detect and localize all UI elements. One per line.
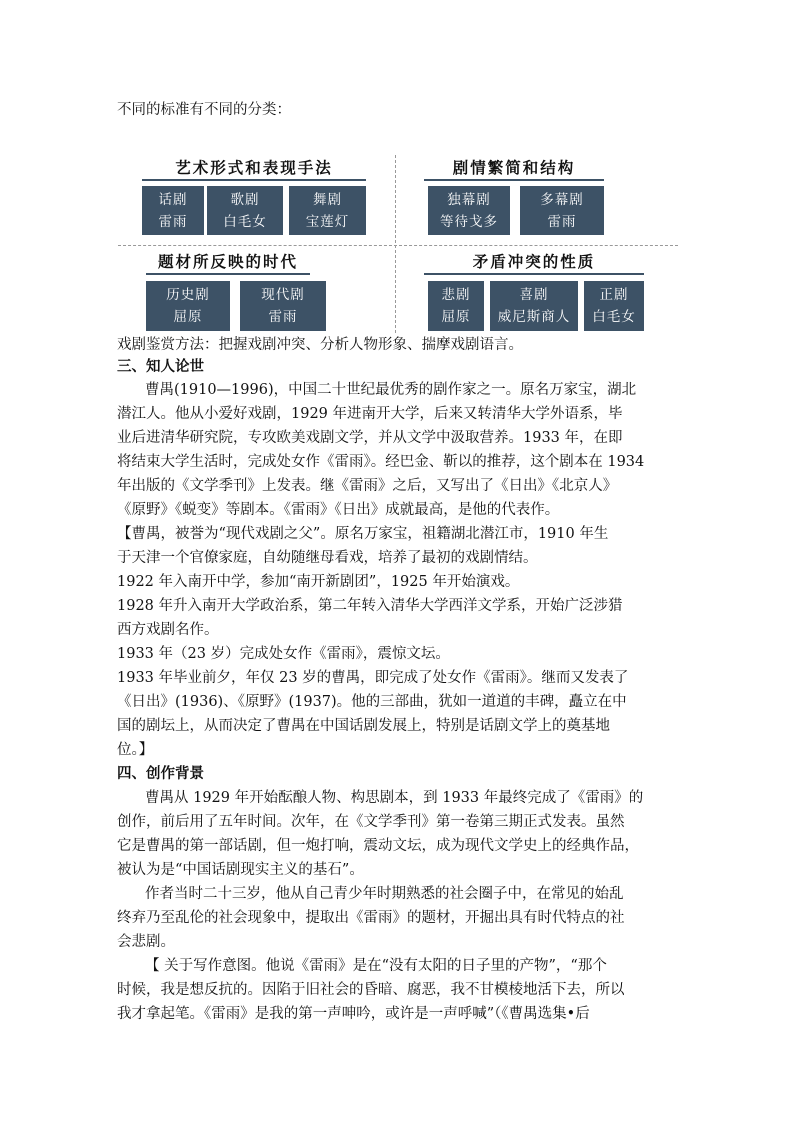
paragraph-line: 被认为是“中国话剧现实主义的基石”。 [117,862,364,878]
paragraph-line: 1928 年升入南开大学政治系，第二年转入清华大学西洋文学系，开始广泛涉猎 [117,598,623,614]
q2-box-1 [428,186,510,235]
q4-box-2-type: 喜剧 [519,287,549,303]
paragraph-line: 【曹禺，被誉为“现代戏剧之父”。原名万家宝，祖籍湖北潜江市，1910 年生 [117,526,609,542]
paragraph-line: 终弃乃至乱伦的社会现象中，提取出《雷雨》的题材，开掘出具有时代特点的社 [117,910,625,926]
q1-box-2-example: 白毛女 [223,214,267,230]
q1-box-2-type: 歌剧 [230,192,260,208]
paragraph-line: 它是曹禺的第一部话剧，但一炮打响，震动文坛，成为现代文学史上的经典作品， [117,838,639,854]
paragraph-line: 《日出》(1936)、《原野》(1937)。他的三部曲，犹如一道道的丰碑，矗立在中 [117,694,627,710]
q2-box-2-example: 雷雨 [547,214,577,230]
q1-box-3-example: 宝莲灯 [305,214,350,230]
paragraph-line: 作者当时二十三岁，他从自己青少年时期熟悉的社会圈子中，在常见的始乱 [145,886,624,902]
q3-box-1 [146,281,230,331]
q4-box-2 [490,281,578,331]
paragraph-line: 会悲剧。 [117,934,175,950]
paragraph-line: 于天津一个官僚家庭，自幼随继母看戏，培养了最初的戏剧情结。 [117,550,538,566]
q1-box-1-type: 话剧 [158,192,188,208]
q3-box-2-type: 现代剧 [261,287,305,303]
vertical-divider [395,155,396,333]
q4-box-1 [428,281,484,331]
paragraph-line: 时候，我是想反抗的。因陷于旧社会的昏暗、腐恶，我不甘模棱地活下去，所以 [117,982,625,998]
q2-box-2-type: 多幕剧 [540,192,584,208]
q2-box-1-type: 独幕剧 [447,192,491,208]
q1-box-1 [142,186,204,235]
paragraph-line: 年出版的《文学季刊》上发表。继《雷雨》之后，又写出了《日出》《北京人》 [117,478,618,494]
horizontal-divider [118,245,678,246]
q4-box-3-type: 正剧 [599,287,629,303]
q2-box-1-example: 等待戈多 [440,214,498,230]
section-heading-4: 四、创作背景 [117,765,204,782]
q4-title: 矛盾冲突的性质 [424,251,644,275]
paragraph-line: 业后进清华研究院，专攻欧美戏剧文学，并从文学中汲取营养。1933 年，在即 [117,430,623,446]
q4-box-3-example: 白毛女 [592,309,636,325]
paragraph-line: 将结束大学生活时，完成处女作《雷雨》。经巴金、靳以的推荐，这个剧本在 1934 [117,454,645,470]
paragraph-line: 曹禺从 1929 年开始酝酿人物、构思剧本，到 1933 年最终完成了《雷雨》的 [145,790,644,806]
paragraph-line: 【 关于写作意图。他说《雷雨》是在“没有太阳的日子里的产物”，“那个 [145,958,607,974]
paragraph-line: 我才拿起笔。《雷雨》是我的第一声呻吟，或许是一声呼喊”（《曹禺选集•后 [117,1006,590,1022]
paragraph-line: 1933 年毕业前夕，年仅 23 岁的曹禺，即完成了处女作《雷雨》。继而又发表了 [117,670,629,686]
paragraph-line: 潜江人。他从小爱好戏剧，1929 年进南开大学，后来又转清华大学外语系，毕 [117,406,623,422]
q1-box-3 [289,186,366,235]
appreciation-method: 戏剧鉴赏方法：把握戏剧冲突、分析人物形象、揣摩戏剧语言。 [117,337,523,353]
paragraph-line: 1933 年（23 岁）完成处女作《雷雨》，震惊文坛。 [117,646,450,662]
q1-box-1-example: 雷雨 [158,214,188,230]
intro-text: 不同的标准有不同的分类： [117,102,291,118]
paragraph-line: 位。】 [117,742,154,758]
paragraph-line: 西方戏剧名作。 [117,622,219,638]
q4-box-1-type: 悲剧 [441,287,471,303]
section-heading-3: 三、知人论世 [117,358,204,375]
q3-box-1-example: 屈原 [173,309,203,325]
q4-box-2-example: 威尼斯商人 [497,309,571,325]
q4-box-1-example: 屈原 [441,309,471,325]
q4-box-3 [584,281,644,331]
q1-title: 艺术形式和表现手法 [142,157,366,181]
q1-box-3-type: 舞剧 [313,192,342,208]
q2-title: 剧情繁简和结构 [424,157,604,181]
paragraph-line: 曹禺(1910—1996)，中国二十世纪最优秀的剧作家之一。原名万家宝，湖北 [145,382,637,398]
q3-box-2 [240,281,326,331]
q3-title: 题材所反映的时代 [146,251,310,275]
classification-diagram [118,155,678,335]
q3-box-2-example: 雷雨 [268,309,298,325]
paragraph-line: 创作，前后用了五年时间。次年，在《文学季刊》第一卷第三期正式发表。虽然 [117,814,625,830]
q1-box-2 [207,186,283,235]
q2-box-2 [520,186,604,235]
q3-box-1-type: 历史剧 [166,287,210,303]
paragraph-line: 《原野》《蜕变》等剧本。《雷雨》《日出》成就最高，是他的代表作。 [117,502,560,518]
paragraph-line: 1922 年入南开中学，参加“南开新剧团”，1925 年开始演戏。 [117,574,520,590]
paragraph-line: 国的剧坛上，从而决定了曹禺在中国话剧发展上，特别是话剧文学上的奠基地 [117,718,610,734]
